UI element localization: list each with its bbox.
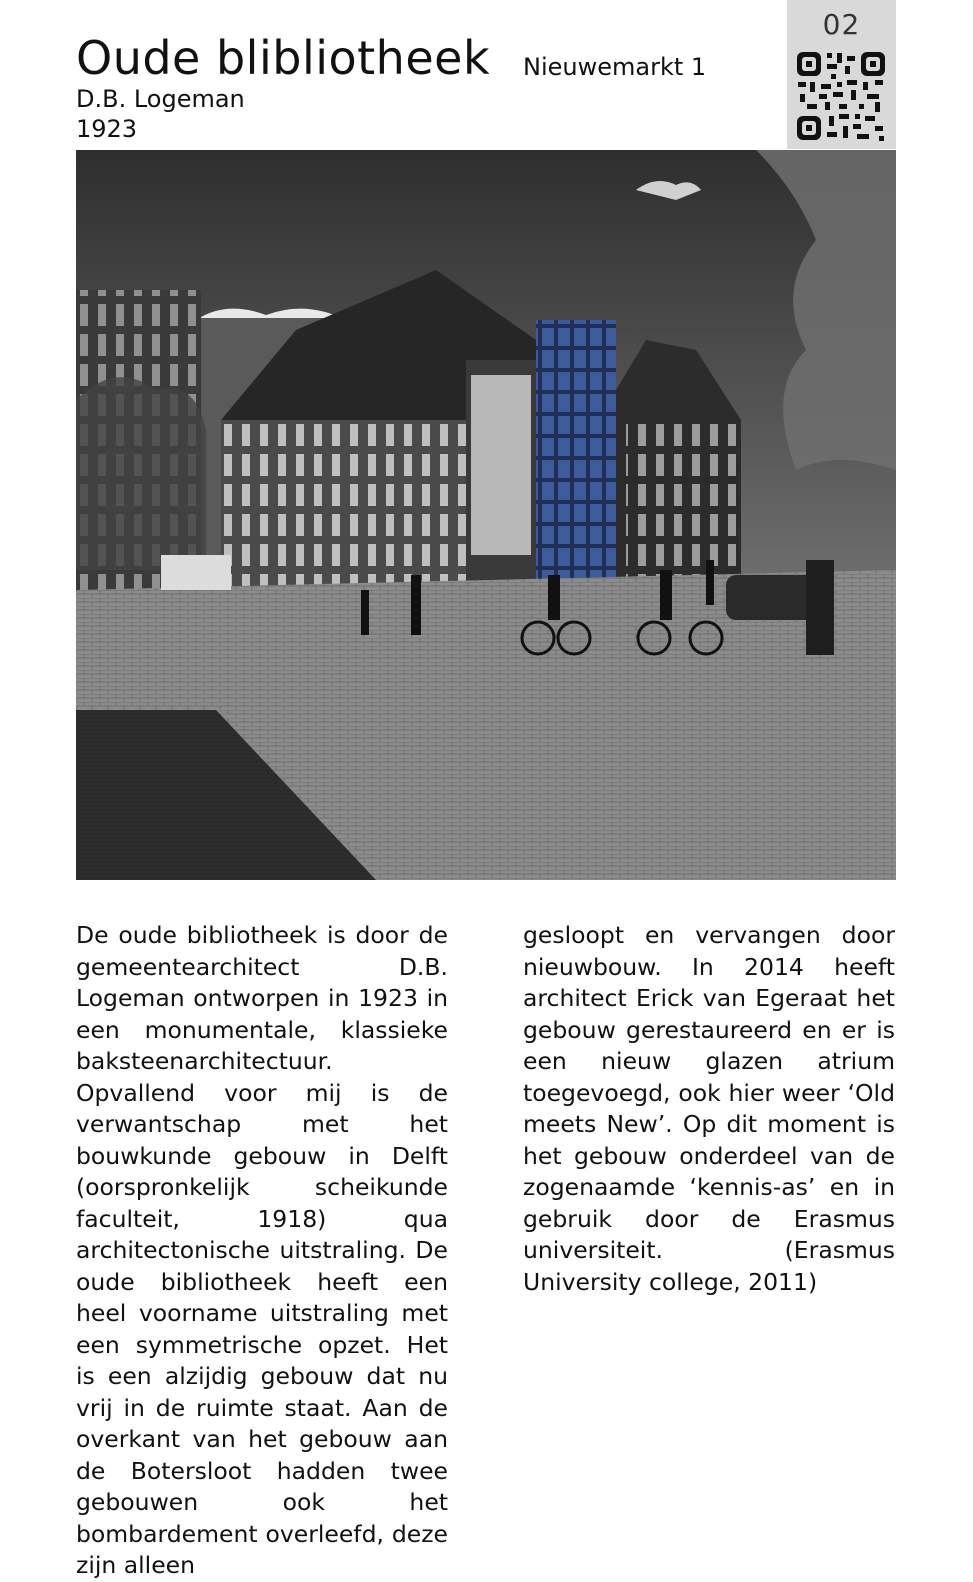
qr-code-icon[interactable]: [795, 50, 887, 142]
library-photo: [76, 150, 896, 880]
body-text-right-column: gesloopt en vervangen door nieuwbouw. In 2014 heeft architect Erick van Egeraat het gebouw gerestaureerd en er is een nieuw glazen atrium toegevoegd, ook hier weer ‘Old meets New’. Op dit moment is het gebouw onderdeel van de zogenaamde ‘kennis-as’ en in gebruik door de Erasmus universiteit. (Erasmus University college, 2011): [523, 921, 895, 1296]
page-title: Oude blibliotheek: [76, 31, 491, 85]
build-year: 1923: [76, 115, 138, 143]
qr-panel: [787, 0, 896, 149]
address: Nieuwemarkt 1: [523, 53, 707, 81]
page-number: 02: [822, 8, 861, 41]
architect-name: D.B. Logeman: [76, 85, 245, 113]
body-text-left-column: De oude bibliotheek is door de gemeentearchitect D.B. Logeman ontworpen in 1923 in een monumentale, klassieke baksteenarchitectuur. Opvallend voor mij is de verwantschap met het bouwkunde gebouw in Delft (oorspronkelijk scheikunde faculteit, 1918) qua architectonische uitstraling. De oude bibliotheek heeft een heel voorname uitstraling met een symmetrische opzet. Het is een alzijdig gebouw dat nu vrij in de ruimte staat. Aan de overkant van het gebouw aan de Botersloot hadden twee gebouwen ook het bombardement overleefd, deze zijn alleen: [76, 921, 448, 1579]
